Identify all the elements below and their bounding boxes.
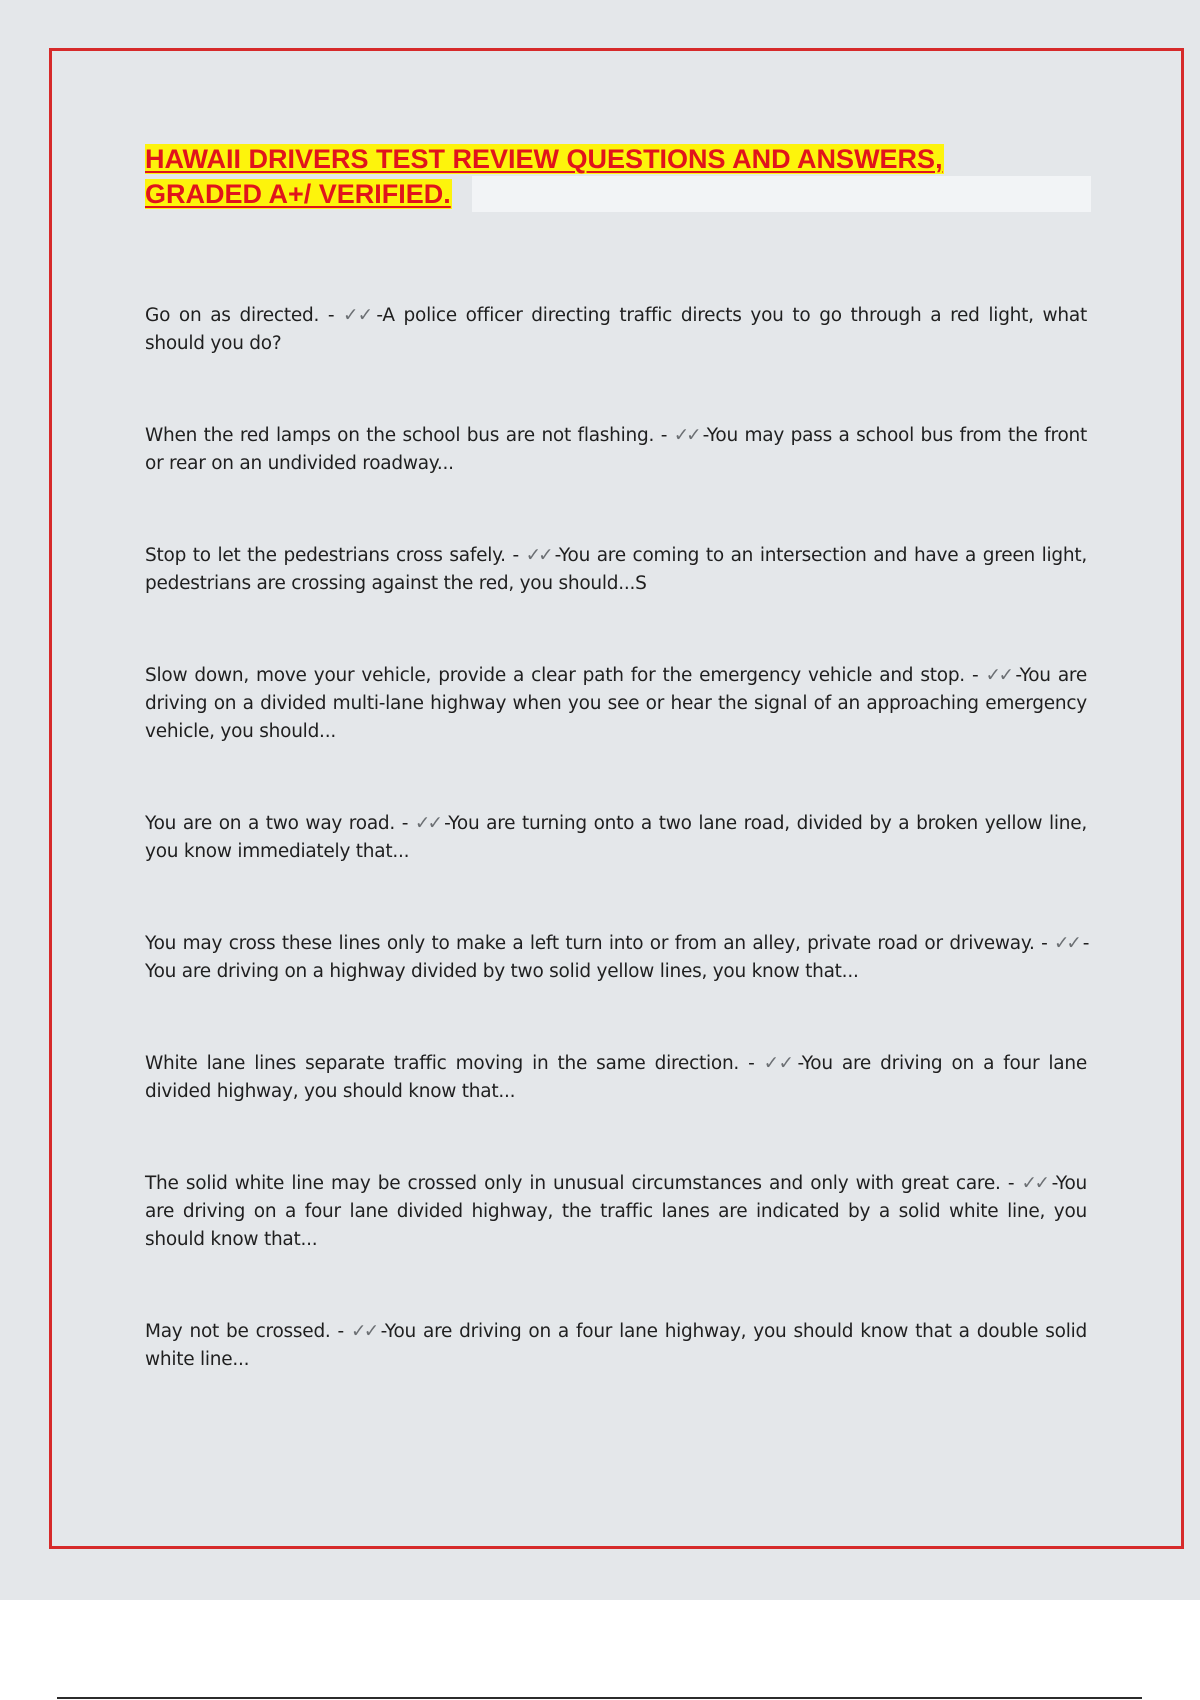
question-text: A police officer directing traffic directs you to go through a red light, what should you do? xyxy=(145,305,1087,354)
qa-item xyxy=(145,930,1087,986)
qa-item xyxy=(145,422,1087,478)
question-text: You are driving on a highway divided by two solid yellow lines, you know that... xyxy=(145,961,859,982)
separator: - xyxy=(1034,933,1055,954)
separator: - xyxy=(1000,1173,1022,1194)
separator: - xyxy=(1015,665,1020,686)
double-check-icon: ✓✓ xyxy=(414,813,441,834)
qa-item xyxy=(145,810,1087,866)
answer-text: White lane lines separate traffic moving in the same direction. xyxy=(145,1053,740,1074)
qa-item xyxy=(145,1170,1087,1254)
answer-text: When the red lamps on the school bus are not flashing. xyxy=(145,425,655,446)
qa-item xyxy=(145,662,1087,746)
double-check-icon: ✓✓ xyxy=(763,1053,794,1074)
separator: - xyxy=(395,813,415,834)
separator: - xyxy=(654,425,674,446)
answer-text: Slow down, move your vehicle, provide a clear path for the emergency vehicle and stop. xyxy=(145,665,965,686)
footer-rule xyxy=(57,1697,1142,1699)
qa-item xyxy=(145,1318,1087,1374)
separator: - xyxy=(330,1321,351,1342)
separator: - xyxy=(797,1053,802,1074)
answer-text: You are on a two way road. xyxy=(145,813,396,834)
question-text: You are driving on a four lane divided highway, you should know that... xyxy=(145,1053,1088,1102)
title-line-1: HAWAII DRIVERS TEST REVIEW QUESTIONS AND ANSWERS, xyxy=(145,144,943,174)
qa-item xyxy=(145,542,1087,598)
separator: - xyxy=(702,425,707,446)
question-text: You are turning onto a two lane road, divided by a broken yellow line, you know immediately that... xyxy=(145,813,1087,862)
question-text: You are driving on a divided multi-lane highway when you see or hear the signal of an approaching emergency vehicle, you should... xyxy=(145,665,1087,742)
double-check-icon: ✓✓ xyxy=(1054,933,1079,954)
separator: - xyxy=(1082,933,1087,954)
separator: - xyxy=(380,1321,385,1342)
double-check-icon: ✓✓ xyxy=(985,665,1012,686)
qa-list xyxy=(145,302,1087,1438)
separator: - xyxy=(376,305,383,326)
document-title xyxy=(145,142,1091,212)
qa-item xyxy=(145,1050,1087,1106)
separator: - xyxy=(319,305,344,326)
answer-text: You may cross these lines only to make a left turn into or from an alley, private road or driveway. xyxy=(145,933,1035,954)
title-line-2: GRADED A+/ VERIFIED. xyxy=(145,179,451,209)
answer-text: Go on as directed. xyxy=(145,305,320,326)
answer-text: Stop to let the pedestrians cross safely. xyxy=(145,545,506,566)
question-text: You may pass a school bus from the front or rear on an undivided roadway... xyxy=(145,425,1087,474)
double-check-icon: ✓✓ xyxy=(1021,1173,1048,1194)
separator: - xyxy=(444,813,449,834)
question-text: You are driving on a four lane highway, you should know that a double solid white line... xyxy=(145,1321,1087,1370)
answer-text: The solid white line may be crossed only in unusual circumstances and only with great care. xyxy=(145,1173,1001,1194)
answer-text: May not be crossed. xyxy=(145,1321,331,1342)
separator: - xyxy=(554,545,559,566)
question-text: You are driving on a four lane divided highway, the traffic lanes are indicated by a solid white line, you should know that... xyxy=(145,1173,1088,1250)
separator: - xyxy=(739,1053,764,1074)
double-check-icon: ✓✓ xyxy=(673,425,699,446)
separator: - xyxy=(505,545,526,566)
qa-item xyxy=(145,302,1087,358)
separator: - xyxy=(1051,1173,1056,1194)
double-check-icon: ✓✓ xyxy=(343,305,373,326)
question-text: You are coming to an intersection and have a green light, pedestrians are crossing against the red, you should...S xyxy=(145,545,1088,594)
double-check-icon: ✓✓ xyxy=(525,545,551,566)
separator: - xyxy=(964,665,986,686)
double-check-icon: ✓✓ xyxy=(350,1321,377,1342)
